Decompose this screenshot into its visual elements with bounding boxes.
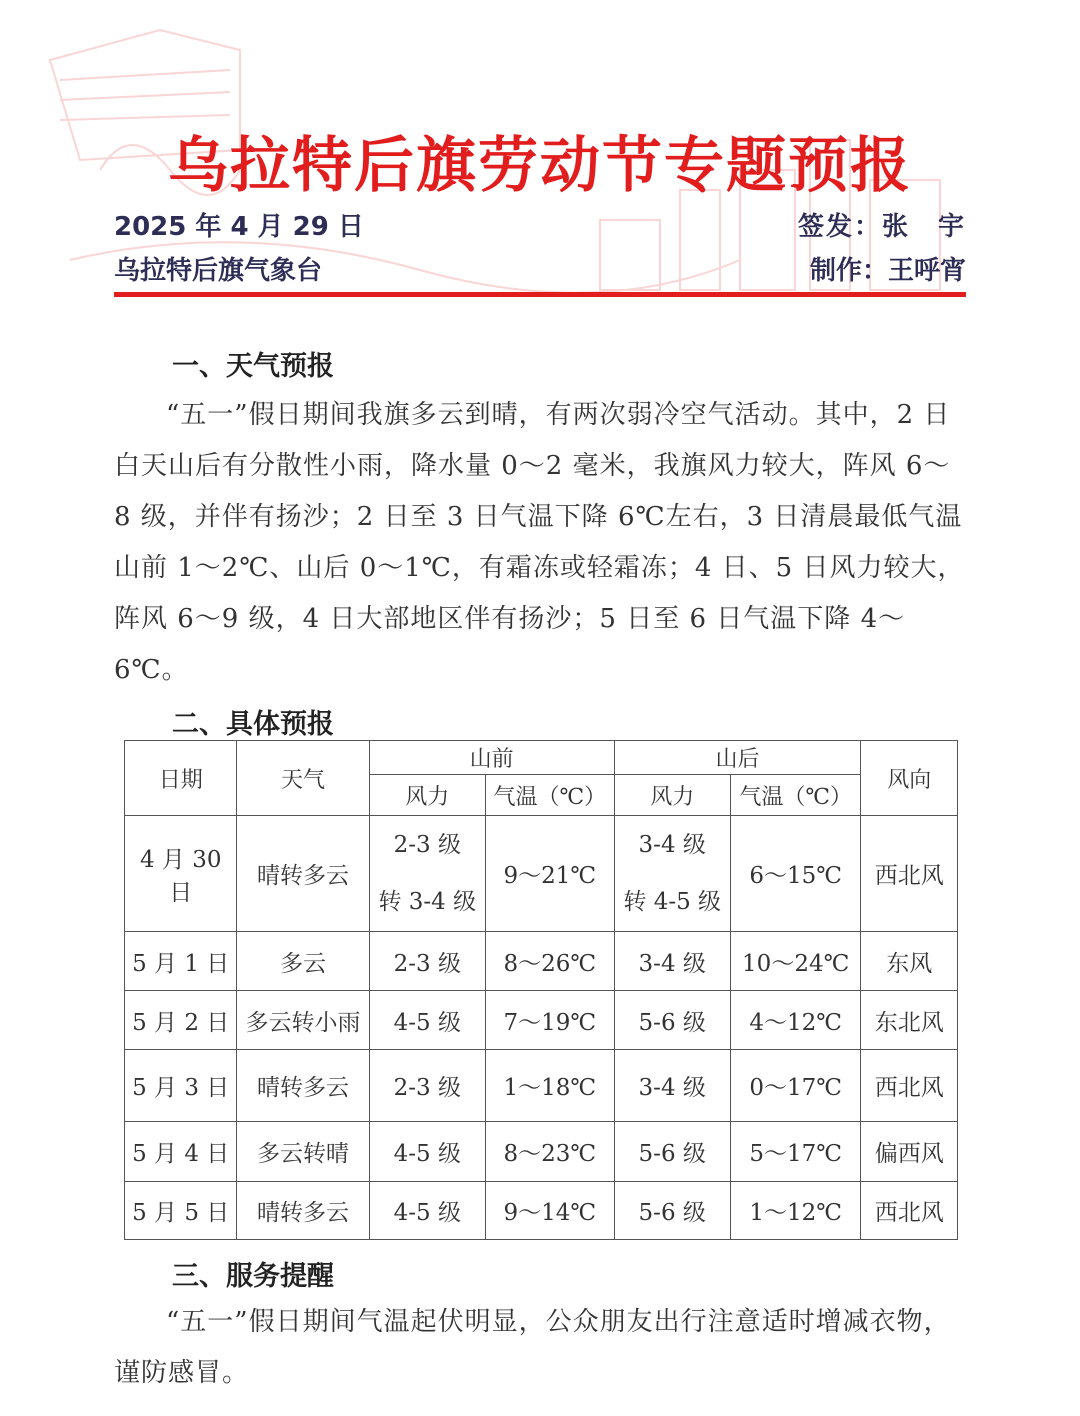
cell-back-wind: 3-4 级 bbox=[614, 932, 730, 991]
cell-front-wind-line1: 2-3 级 bbox=[393, 831, 461, 858]
header-weather: 天气 bbox=[237, 741, 369, 816]
cell-front-wind: 4-5 级 bbox=[369, 1122, 485, 1182]
cell-date: 5 月 2 日 bbox=[125, 991, 237, 1050]
cell-front-wind bbox=[369, 816, 485, 932]
cell-date: 4 月 30 日 bbox=[125, 816, 237, 932]
cell-weather: 多云 bbox=[237, 932, 369, 991]
header-date: 日期 bbox=[125, 741, 237, 816]
cell-date: 5 月 1 日 bbox=[125, 932, 237, 991]
cell-front-temp: 9～14℃ bbox=[485, 1182, 614, 1240]
header-front-wind: 风力 bbox=[369, 775, 485, 816]
cell-front-wind: 2-3 级 bbox=[369, 1050, 485, 1122]
cell-back-wind-line1: 3-4 级 bbox=[638, 831, 706, 858]
issuing-station: 乌拉特后旗气象台 bbox=[114, 256, 323, 286]
table-row bbox=[125, 1122, 958, 1182]
cell-direction: 西北风 bbox=[861, 816, 958, 932]
cell-direction: 东北风 bbox=[861, 991, 958, 1050]
made-by: 制作：王呼宵 bbox=[809, 256, 966, 286]
cell-back-wind: 5-6 级 bbox=[614, 1122, 730, 1182]
cell-weather: 多云转小雨 bbox=[237, 991, 369, 1050]
cell-front-temp: 1～18℃ bbox=[485, 1050, 614, 1122]
cell-back-temp: 1～12℃ bbox=[730, 1182, 861, 1240]
cell-front-temp: 8～26℃ bbox=[485, 932, 614, 991]
forecast-paragraph: “五一”假日期间我旗多云到晴，有两次弱冷空气活动。其中，2 日白天山后有分散性小雨，降水量 0～2 毫米，我旗风力较大，阵风 6～8 级，并伴有扬沙；2 日至 3 日气温下降 6℃左右，3 日清晨最低气温山前 1～2℃、山后 0～1℃，有霜冻或轻霜冻；4 日、5 日风力较大，阵风 6～9 级，4 日大部地区伴有扬沙；5 日至 6 日气温下降 4～6℃。 bbox=[114, 400, 965, 685]
table-row bbox=[125, 1182, 958, 1240]
cell-weather: 晴转多云 bbox=[237, 1182, 369, 1240]
section-heading-forecast: 一、天气预报 bbox=[172, 351, 334, 382]
service-paragraph: “五一”假日期间气温起伏明显，公众朋友出行注意适时增减衣物，谨防感冒。 bbox=[114, 1307, 951, 1388]
header-back: 山后 bbox=[614, 741, 861, 775]
table-row bbox=[125, 991, 958, 1050]
cell-back-wind: 5-6 级 bbox=[614, 1182, 730, 1240]
cell-back-temp: 4～12℃ bbox=[730, 991, 861, 1050]
header-front: 山前 bbox=[369, 741, 614, 775]
cell-front-temp: 8～23℃ bbox=[485, 1122, 614, 1182]
cell-direction: 偏西风 bbox=[861, 1122, 958, 1182]
issue-date: 2025 年 4 月 29 日 bbox=[114, 212, 364, 242]
cell-back-temp: 10～24℃ bbox=[730, 932, 861, 991]
section-heading-detail: 二、具体预报 bbox=[172, 709, 334, 740]
cell-back-wind: 3-4 级 bbox=[614, 1050, 730, 1122]
cell-front-temp: 7～19℃ bbox=[485, 991, 614, 1050]
signed-by: 签发：张 宇 bbox=[797, 212, 966, 242]
cell-front-wind-line2: 转 3-4 级 bbox=[378, 888, 477, 915]
cell-back-wind bbox=[614, 816, 730, 932]
cell-weather: 晴转多云 bbox=[237, 816, 369, 932]
table-row bbox=[125, 1050, 958, 1122]
cell-back-temp: 6～15℃ bbox=[730, 816, 861, 932]
header-back-temp: 气温（℃） bbox=[730, 775, 861, 816]
document-title: 乌拉特后旗劳动节专题预报 bbox=[168, 131, 912, 201]
table-row bbox=[125, 932, 958, 991]
cell-back-wind: 5-6 级 bbox=[614, 991, 730, 1050]
header-back-wind: 风力 bbox=[614, 775, 730, 816]
cell-back-temp: 5～17℃ bbox=[730, 1122, 861, 1182]
cell-date: 5 月 4 日 bbox=[125, 1122, 237, 1182]
header-divider bbox=[114, 292, 966, 297]
cell-date: 5 月 3 日 bbox=[125, 1050, 237, 1122]
cell-direction: 东风 bbox=[861, 932, 958, 991]
cell-back-temp: 0～17℃ bbox=[730, 1050, 861, 1122]
forecast-table bbox=[124, 740, 958, 1240]
table-row bbox=[125, 816, 958, 932]
cell-front-wind: 4-5 级 bbox=[369, 1182, 485, 1240]
cell-weather: 多云转晴 bbox=[237, 1122, 369, 1182]
cell-front-temp: 9～21℃ bbox=[485, 816, 614, 932]
section-heading-service: 三、服务提醒 bbox=[172, 1261, 334, 1292]
cell-back-wind-line2: 转 4-5 级 bbox=[623, 888, 722, 915]
cell-front-wind: 4-5 级 bbox=[369, 991, 485, 1050]
cell-date: 5 月 5 日 bbox=[125, 1182, 237, 1240]
header-direction: 风向 bbox=[861, 741, 958, 816]
cell-front-wind: 2-3 级 bbox=[369, 932, 485, 991]
header-front-temp: 气温（℃） bbox=[485, 775, 614, 816]
cell-direction: 西北风 bbox=[861, 1050, 958, 1122]
cell-direction: 西北风 bbox=[861, 1182, 958, 1240]
cell-weather: 晴转多云 bbox=[237, 1050, 369, 1122]
